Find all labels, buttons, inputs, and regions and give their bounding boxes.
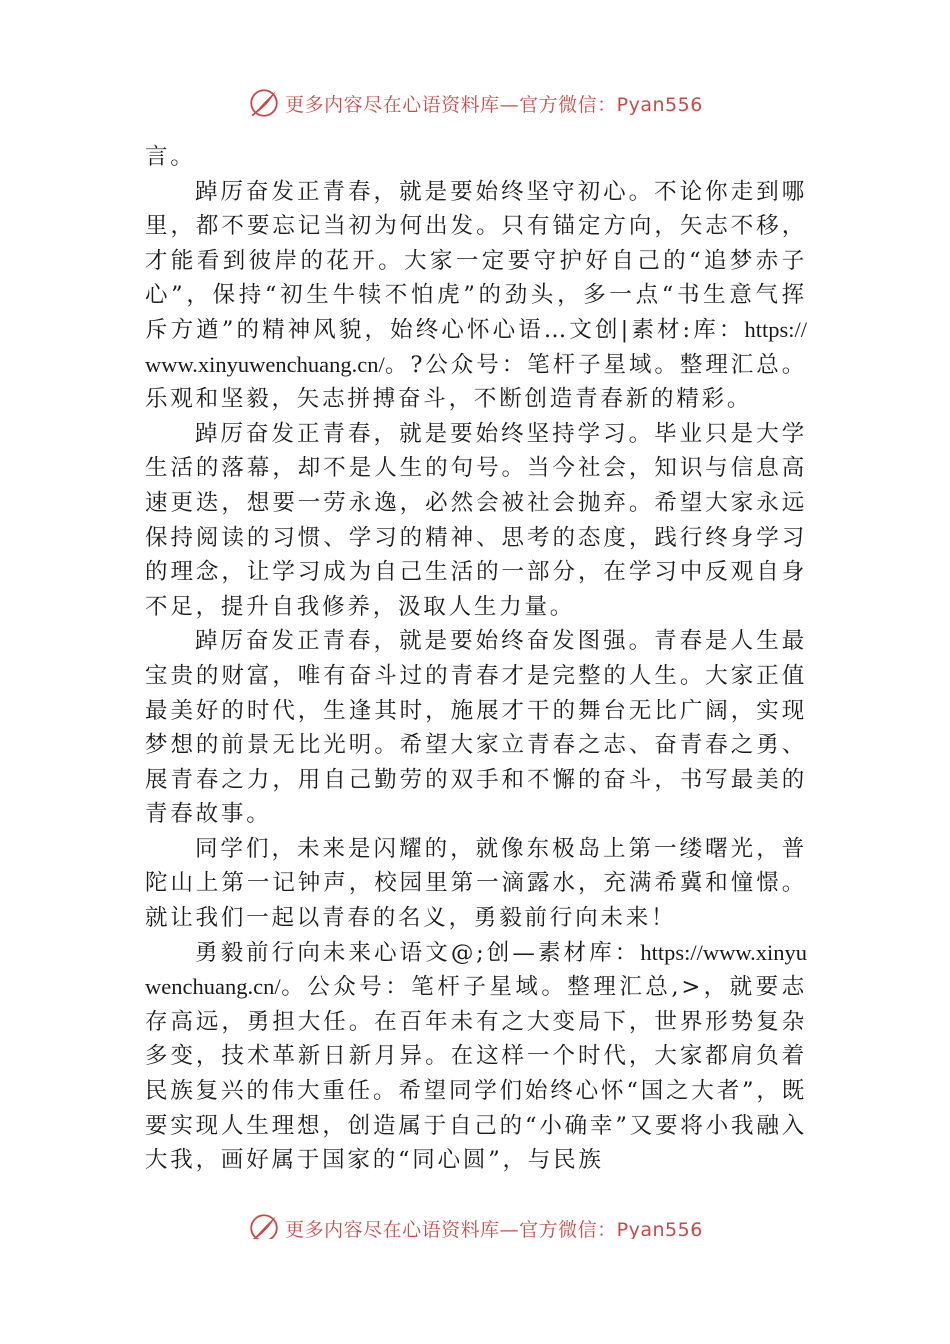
- website-url: https://www.xinyuwenchuang.cn/: [145, 316, 807, 377]
- quill-logo-icon: [247, 86, 281, 120]
- paragraph-learning: 踔厉奋发正青春，就是要始终坚持学习。毕业只是大学生活的落幕，却不是人生的句号。当今社会，知识与信息高速更迭，想要一劳永逸，必然会被社会抛弃。希望大家永远保持阅读的习惯、学习的精神、思考的态度，践行终身学习的理念，让学习成为自己生活的一部分，在学习中反观自身不足，提升自我修养，汲取人生力量。: [145, 420, 807, 620]
- header-watermark: [0, 83, 950, 123]
- footer-watermark: [0, 1205, 950, 1239]
- paragraph-initial-heart: 踔厉奋发正青春，就是要始终坚守初心。不论你走到哪里，都不要忘记当初为何出发。只有锚定方向，矢志不移，才能看到彼岸的花开。大家一定要守护好自己的“追梦赤子心”，保持“初生牛犊不怕虎”的劲头，多一点“书生意气挥斥方遒”的精神风貌，始终心怀心语…文创|素材:库：https://www.xinyuwenchuang.cn/。?公众号：笔杆子星域。整理汇总。乐观和坚毅，矢志拼搏奋斗，不断创造青春新的精彩。: [145, 178, 807, 413]
- watermark-text: 更多内容尽在心语资料库—官方微信：Pyan556: [285, 1218, 703, 1239]
- watermark-text: 更多内容尽在心语资料库—官方微信：Pyan556: [285, 93, 703, 116]
- website-url: https://www.xinyuwenchuang.cn/: [145, 939, 807, 1000]
- paragraph-continuation: 言。: [145, 144, 196, 170]
- quill-logo-icon: [247, 1211, 281, 1239]
- paragraph-future: 同学们，未来是闪耀的，就像东极岛上第一缕曙光，普陀山上第一记钟声，校园里第一滴露水，充满希冀和憧憬。就让我们一起以青春的名义，勇毅前行向未来！: [145, 835, 807, 932]
- paragraph-striving: 踔厉奋发正青春，就是要始终奋发图强。青春是人生最宝贵的财富，唯有奋斗过的青春才是完整的人生。大家正值最美好的时代，生逢其时，施展才干的舞台无比广阔，实现梦想的前景无比光明。希望大家立青春之志、奋青春之勇、展青春之力，用自己勤劳的双手和不懈的奋斗，书写最美的青春故事。: [145, 628, 807, 828]
- document-body: [145, 140, 807, 1222]
- paragraph-ambition: 勇毅前行向未来心语文@;创—素材库：https://www.xinyuwenchuang.cn/。公众号：笔杆子星域。整理汇总,>，就要志存高远，勇担大任。在百年未有之大变局下，世界形势复杂多变，技术革新日新月异。在这样一个时代，大家都肩负着民族复兴的伟大重任。希望同学们始终心怀“国之大者”，既要实现人生理想，创造属于自己的“小确幸”又要将小我融入大我，画好属于国家的“同心圆”，与民族: [145, 939, 807, 1174]
